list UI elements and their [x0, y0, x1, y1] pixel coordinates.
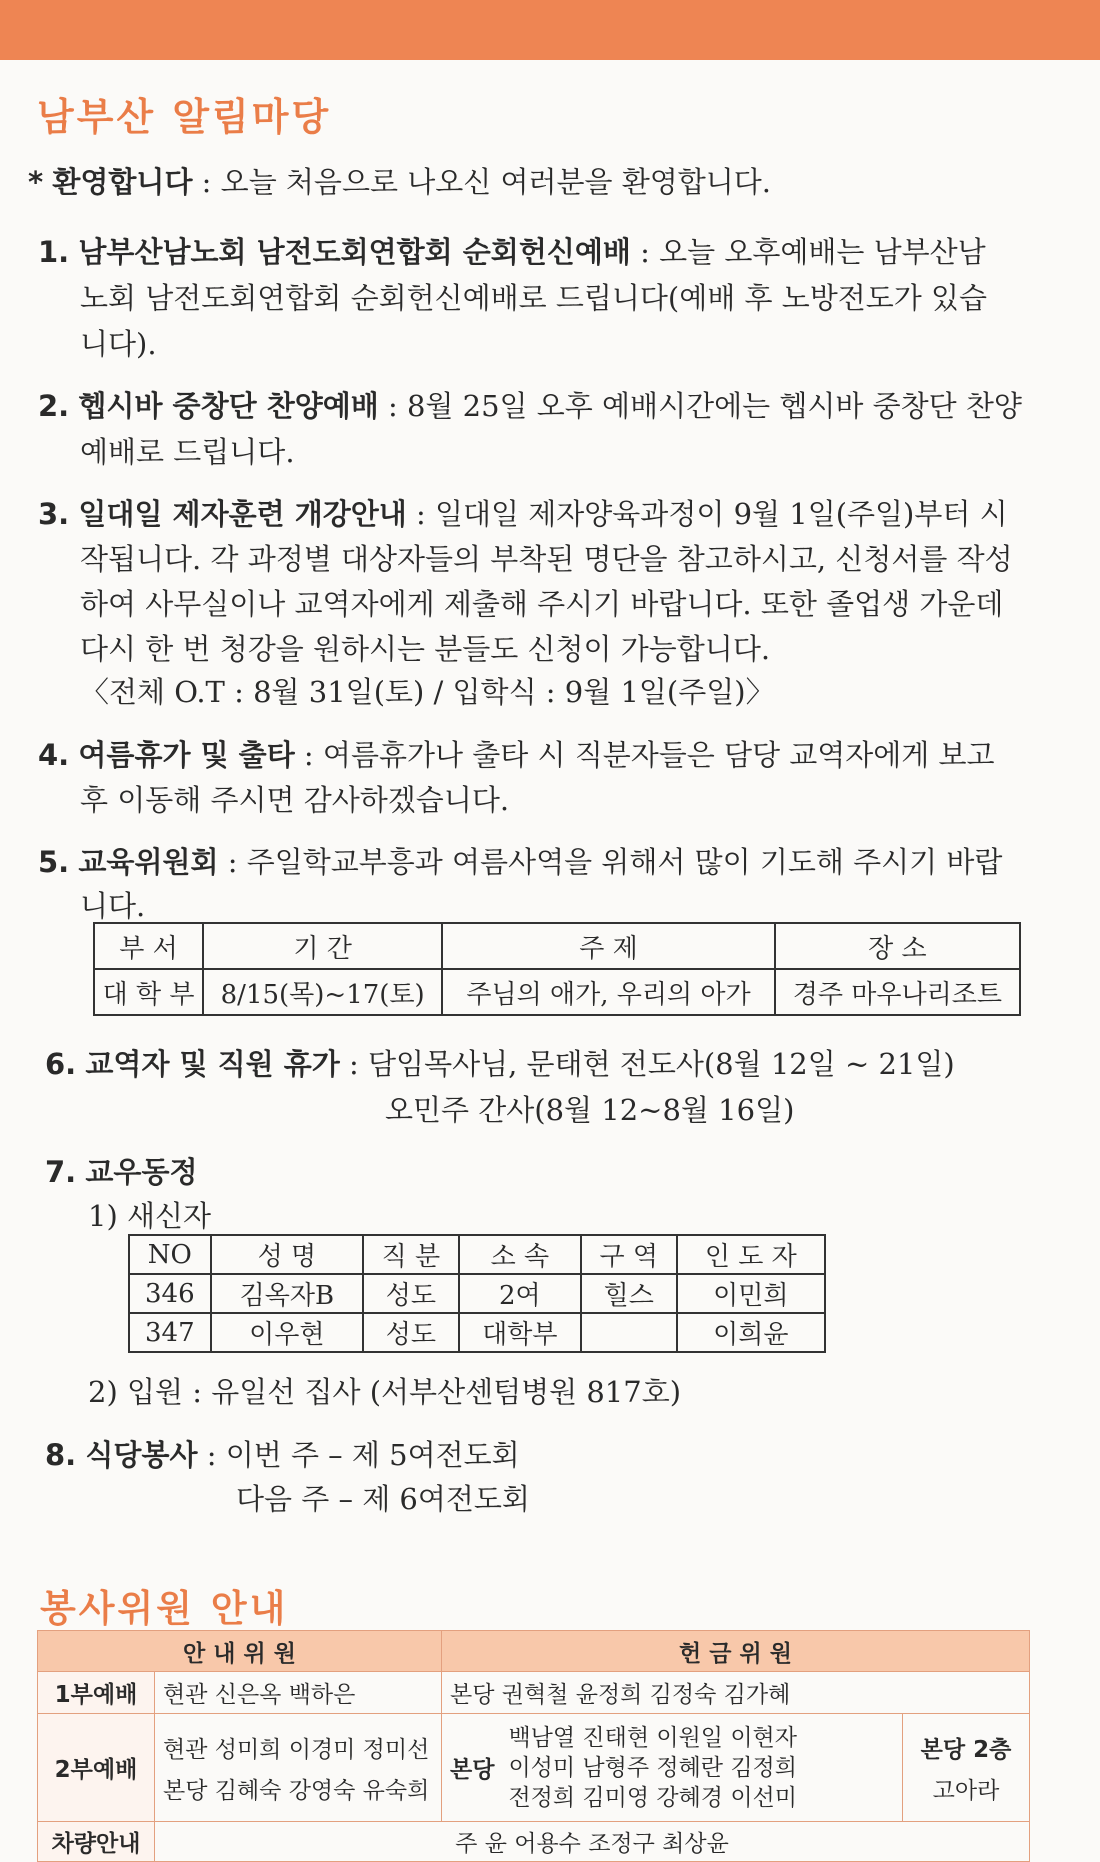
- table-row: 2부예배 현관 성미희 이경미 정미선 본당 김혜숙 강영숙 유숙희 본당 백남열 진태현 이원일 이현자 이성미 남형주 정혜란 김정희 전정희 김미영 강혜경 이선미 본당 2층 고아라: [38, 1714, 1030, 1822]
- item-7-title: 교우동정: [85, 1155, 198, 1189]
- item-1-line-2: 노회 남전도회연합회 순회헌신예배로 드립니다(예배 후 노방전도가 있습: [80, 281, 988, 315]
- item-4-title: 여름휴가 및 출타: [78, 738, 295, 772]
- item-6-title: 교역자 및 직원 휴가: [85, 1047, 340, 1081]
- item-6-line-1: 6. 교역자 및 직원 휴가 : 담임목사님, 문태현 전도사(8월 12일 ~ 21일): [45, 1047, 955, 1081]
- table-row: 대 학 부 8/15(목)~17(토) 주님의 애가, 우리의 아가 경주 마우나리조트: [94, 969, 1020, 1015]
- item-4-line-1: 4. 여름휴가 및 출타 : 여름휴가나 출타 시 직분자들은 담당 교역자에게 보고: [38, 738, 995, 772]
- item-5-title: 교육위원회: [78, 845, 219, 879]
- new-members-label: 1) 새신자: [88, 1199, 212, 1233]
- item-3-line-3: 하여 사무실이나 교역자에게 제출해 주시기 바랍니다. 또한 졸업생 가운데: [80, 587, 1004, 621]
- item-5-line-1: 5. 교육위원회 : 주일학교부흥과 여름사역을 위해서 많이 기도해 주시기 바랍: [38, 845, 1003, 879]
- item-5-line-2: 니다.: [80, 889, 146, 923]
- item-8-line-2: 다음 주 – 제 6여전도회: [236, 1482, 530, 1516]
- new-members-table: [128, 1234, 826, 1353]
- item-3-schedule: 〈전체 O.T : 8월 31일(토) / 입학식 : 9월 1일(주일)〉: [80, 675, 775, 709]
- welcome-text: : 오늘 처음으로 나오신 여러분을 환영합니다.: [192, 165, 772, 199]
- volunteers-title: 봉사위원 안내: [40, 1587, 289, 1630]
- table-header-row: 부 서 기 간 주 제 장 소: [94, 923, 1020, 969]
- item-3-title: 일대일 제자훈련 개강안내: [78, 497, 407, 531]
- item-2-line-1: 2. 헵시바 중창단 찬양예배 : 8월 25일 오후 예배시간에는 헵시바 중창단 찬양: [38, 389, 1022, 423]
- item-1-line-3: 니다).: [80, 327, 157, 361]
- item-1-title: 남부산남노회 남전도회연합회 순회헌신예배: [78, 235, 631, 269]
- item-8-line-1: 8. 식당봉사 : 이번 주 – 제 5여전도회: [45, 1438, 520, 1472]
- item-2-title: 헵시바 중창단 찬양예배: [78, 389, 379, 423]
- table-header-row: NO 성 명 직 분 소 속 구 역 인 도 자: [129, 1235, 825, 1274]
- item-3-line-2: 작됩니다. 각 과정별 대상자들의 부착된 명단을 참고하시고, 신청서를 작성: [80, 542, 1013, 576]
- item-3-line-4: 다시 한 번 청강을 원하시는 분들도 신청이 가능합니다.: [80, 632, 771, 666]
- item-2-line-2: 예배로 드립니다.: [80, 435, 295, 469]
- item-4-line-2: 후 이동해 주시면 감사하겠습니다.: [80, 783, 510, 817]
- item-6-line-2: 오민주 간사(8월 12~8월 16일): [385, 1093, 795, 1127]
- hospital-line: 2) 입원 : 유일선 집사 (서부산센텀병원 817호): [88, 1375, 682, 1409]
- table-row: 차량안내 주 윤 어용수 조정구 최상윤: [38, 1822, 1030, 1862]
- item-3-line-1: 3. 일대일 제자훈련 개강안내 : 일대일 제자양육과정이 9월 1일(주일)부터 시: [38, 497, 1008, 531]
- volunteers-table: [37, 1630, 1030, 1862]
- welcome-label: 환영합니다: [52, 165, 193, 199]
- item-1-line-1: 1. 남부산남노회 남전도회연합회 순회헌신예배 : 오늘 오후예배는 남부산남: [38, 235, 986, 269]
- welcome-line: * 환영합니다 : 오늘 처음으로 나오신 여러분을 환영합니다.: [28, 165, 772, 199]
- table-row: 346 김옥자B 성도 2여 힐스 이민희: [129, 1274, 825, 1313]
- table-row: 1부예배 현관 신은옥 백하은 본당 권혁철 윤정희 김정숙 김가혜: [38, 1672, 1030, 1714]
- education-schedule-table: [93, 922, 1021, 1016]
- item-8-title: 식당봉사: [85, 1438, 198, 1472]
- table-row: 347 이우현 성도 대학부 이희윤: [129, 1313, 825, 1352]
- table-header-row: 안 내 위 원 헌 금 위 원: [38, 1631, 1030, 1672]
- page-title: 남부산 알림마당: [37, 95, 332, 139]
- top-color-bar: [0, 0, 1100, 60]
- item-7-line-1: 7. 교우동정: [45, 1155, 198, 1189]
